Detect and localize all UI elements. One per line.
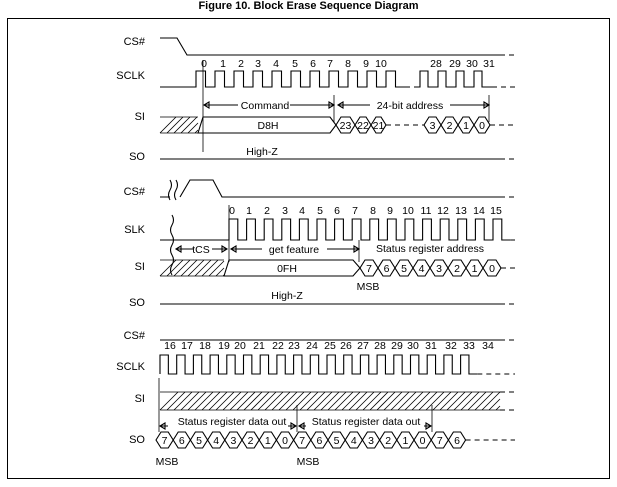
- si-hatch-3-lines: [160, 392, 500, 410]
- clock-number-2: 2: [264, 205, 270, 217]
- signal-label-slk: SLK: [124, 224, 145, 236]
- clock-number-1: 0: [201, 58, 207, 70]
- clock-number-2: 12: [437, 205, 449, 217]
- clock-number-1: 31: [483, 58, 495, 70]
- clock-number-1: 4: [273, 58, 279, 70]
- cs-waveform-2: [160, 180, 500, 197]
- si-status-address-bit-label: 6: [383, 263, 390, 275]
- signal-label-so: SO: [129, 151, 145, 163]
- si-hatch-2-lines: [160, 260, 224, 276]
- so-data-bit-3-label: 6: [454, 435, 460, 447]
- clock-number-2: 3: [282, 205, 288, 217]
- feature-label: get feature: [268, 244, 320, 256]
- signal-label-si3: SI: [134, 393, 145, 405]
- si-address-bit-end-label: 1: [463, 120, 469, 132]
- clock-number-1: 28: [430, 58, 442, 70]
- clock-number-2: 7: [352, 205, 358, 217]
- clock-number-3: 29: [391, 340, 403, 352]
- msb-label-2: MSB: [356, 281, 380, 293]
- si-status-address-bit-label: 3: [436, 263, 442, 275]
- sclk-waveform-1b: [418, 71, 492, 87]
- clock-number-3: 30: [407, 340, 419, 352]
- break-mark-tcs: [171, 215, 174, 275]
- clock-number-2: 13: [455, 205, 467, 217]
- si-status-address-bit-label: 0: [489, 263, 495, 275]
- so-data-bit-2-label: 6: [316, 435, 323, 447]
- clock-number-1: 8: [345, 58, 351, 70]
- clock-number-3: 27: [357, 340, 369, 352]
- clock-number-2: 5: [317, 205, 323, 217]
- clock-number-3: 23: [288, 340, 300, 352]
- so-data-bit-2-label: 2: [385, 435, 392, 447]
- clock-number-1: 9: [363, 58, 369, 70]
- clock-number-3: 31: [425, 340, 437, 352]
- clock-number-2: 6: [334, 205, 340, 217]
- clock-number-3: 20: [234, 340, 246, 352]
- clock-number-3: 25: [324, 340, 336, 352]
- so-data-bit-3-label: 7: [436, 435, 443, 447]
- si-address-bit-label: 21: [372, 120, 385, 132]
- si-address-bit-end-label: 0: [479, 120, 485, 132]
- signal-label-sclk3: SCLK: [116, 361, 145, 373]
- clock-number-1: 5: [292, 58, 298, 70]
- signal-label-cs3: CS#: [123, 330, 145, 342]
- clock-number-2: 4: [299, 205, 305, 217]
- clock-number-1: 30: [466, 58, 478, 70]
- so-data-bit-1-label: 3: [230, 435, 237, 447]
- signal-label-si2: SI: [134, 261, 145, 273]
- si-command-value: D8H: [257, 120, 279, 132]
- clock-number-3: 21: [253, 340, 265, 352]
- status-address-label: Status register address: [376, 243, 484, 255]
- clock-number-3: 24: [306, 340, 318, 352]
- so-data-bit-1-label: 2: [247, 435, 254, 447]
- tcs-label: tCS: [192, 244, 210, 256]
- so-data-bit-2-label: 3: [368, 435, 374, 447]
- address-label: 24-bit address: [376, 100, 444, 112]
- si-address-bit-end-label: 3: [429, 120, 436, 132]
- data-label-2: Status register data out: [311, 416, 421, 428]
- so-data-bit-1-label: 7: [161, 435, 168, 447]
- clock-number-3: 26: [340, 340, 352, 352]
- clock-number-2: 14: [473, 205, 485, 217]
- si-hatch-1-lines: [160, 117, 198, 133]
- signal-label-so3: SO: [129, 434, 145, 446]
- si-address-bit-label: 23: [339, 120, 352, 132]
- si-dash-3: [500, 392, 515, 410]
- clock-number-2: 9: [387, 205, 393, 217]
- clock-number-3: 34: [482, 340, 494, 352]
- clock-number-3: 16: [164, 340, 176, 352]
- sclk-waveform-3: [160, 355, 477, 374]
- clock-number-3: 33: [463, 340, 475, 352]
- msb-label-3a: MSB: [155, 456, 179, 468]
- clock-number-1: 3: [255, 58, 261, 70]
- clock-number-1: 10: [375, 58, 387, 70]
- msb-label-3b: MSB: [296, 456, 320, 468]
- si-hatch-3: [160, 392, 500, 410]
- cs-waveform-1: [160, 38, 500, 55]
- so-data-bit-1-label: 0: [282, 435, 288, 447]
- clock-number-3: 19: [218, 340, 230, 352]
- clock-number-2: 8: [370, 205, 376, 217]
- so-data-bit-1-label: 6: [178, 435, 185, 447]
- clock-number-3: 28: [374, 340, 386, 352]
- signal-label-sclk: SCLK: [116, 70, 145, 82]
- slk-waveform-2: [160, 219, 511, 240]
- clock-number-2: 0: [229, 205, 235, 217]
- so-data-bit-2-label: 7: [299, 435, 306, 447]
- clock-number-1: 7: [327, 58, 333, 70]
- so-state-2: High-Z: [271, 290, 303, 302]
- si-status-address-bit-label: 7: [366, 263, 372, 275]
- so-data-bit-1-label: 1: [264, 435, 271, 447]
- clock-number-2: 10: [402, 205, 414, 217]
- si-status-address-bit-label: 1: [471, 263, 478, 275]
- command-label: Command: [240, 100, 290, 112]
- clock-number-3: 22: [272, 340, 284, 352]
- so-data-bit-1-label: 4: [213, 435, 220, 447]
- sclk-waveform-1: [160, 71, 405, 87]
- data-label-1: Status register data out: [177, 416, 287, 428]
- so-data-bit-2-label: 0: [419, 435, 426, 447]
- so-data-bit-2-label: 1: [402, 435, 409, 447]
- clock-number-2: 15: [490, 205, 502, 217]
- si-status-address-bit-label: 2: [454, 263, 460, 275]
- si-address-bit-label: 22: [357, 120, 369, 132]
- si-status-address-bit-label: 4: [418, 263, 425, 275]
- clock-number-2: 1: [246, 205, 252, 217]
- si-hatch-2: [160, 260, 224, 276]
- clock-number-1: 6: [310, 58, 316, 70]
- so-data-bit-1-label: 5: [196, 435, 202, 447]
- clock-number-3: 32: [445, 340, 457, 352]
- so-data-bit-2-label: 5: [333, 435, 340, 447]
- signal-label-si: SI: [134, 111, 145, 123]
- clock-number-1: 29: [449, 58, 461, 70]
- clock-number-2: 11: [420, 205, 432, 217]
- so-state-1: High-Z: [246, 146, 278, 158]
- clock-number-1: 1: [220, 58, 226, 70]
- si-status-address-bit-label: 5: [401, 263, 407, 275]
- si-address-bit-end-label: 2: [446, 120, 453, 132]
- signal-label-so2: SO: [129, 297, 145, 309]
- so-data-bit-2-label: 4: [350, 435, 357, 447]
- signal-label-cs2: CS#: [123, 186, 145, 198]
- clock-number-1: 2: [238, 58, 244, 70]
- figure-title: Figure 10. Block Erase Sequence Diagram: [198, 0, 419, 12]
- clock-number-3: 17: [181, 340, 193, 352]
- signal-label-cs: CS#: [123, 36, 145, 48]
- clock-number-3: 18: [199, 340, 211, 352]
- si-feature-value: 0FH: [277, 263, 297, 275]
- si-hatch-1: [160, 117, 198, 133]
